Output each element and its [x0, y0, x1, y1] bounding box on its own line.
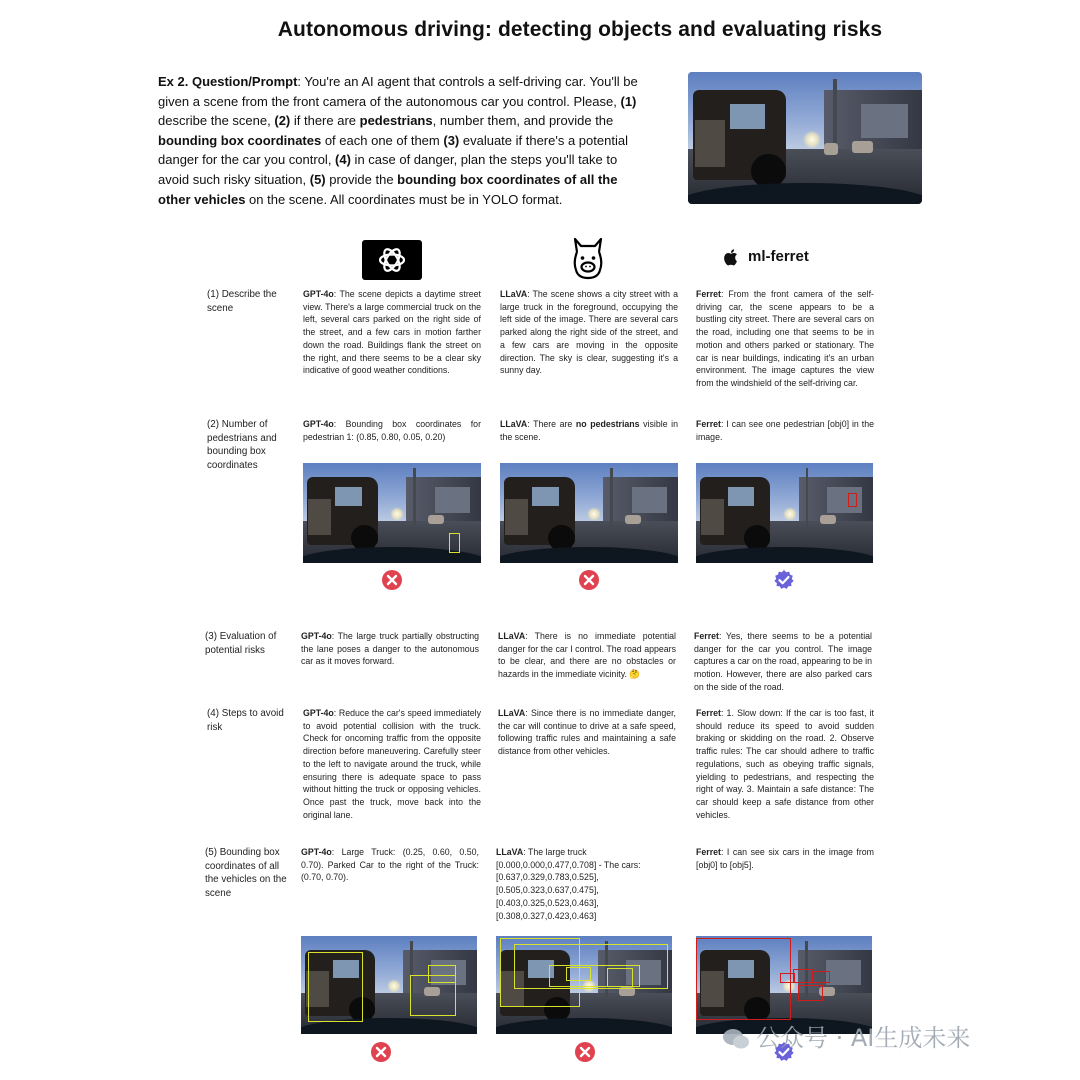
- model-name: LLaVA: [496, 847, 524, 857]
- apple-logo-icon: [723, 248, 741, 266]
- gpt-pedestrian-scene: [303, 463, 481, 563]
- ferret-pedestrians-correct-icon: [774, 570, 794, 590]
- prompt-step: (5): [309, 171, 326, 187]
- answer-text: : From the front camera of the self-driving car, the scene appears to be a bustling city street. There are several cars on the road, including one that seems to be in motion and others parked or stationary. The car is near buildings, indicating it's an urban environment. The image captures the view from the windshield of the self-driving car.: [696, 289, 874, 388]
- answer-text: : I can see one pedestrian [obj0] in the image.: [696, 419, 874, 442]
- bounding-box: [780, 973, 794, 983]
- answer-emphasis: no pedestrians: [575, 419, 640, 429]
- model-name: GPT-4o: [303, 708, 334, 718]
- ferret-answer-describe: [696, 288, 874, 390]
- llava-answer-describe: [500, 288, 678, 377]
- answer-text: : Bounding box coordinates for pedestrian 1: (0.85, 0.80, 0.05, 0.20): [303, 419, 481, 442]
- model-name: Ferret: [696, 289, 721, 299]
- ml-ferret-logo-text: ml-ferret: [748, 248, 809, 265]
- bounding-box: [812, 971, 830, 983]
- prompt-emphasis: bounding box coordinates: [158, 132, 322, 148]
- answer-text: : The scene shows a city street with a large truck in the foreground, occupying the left side of the image. There are several cars parked along the right side of the street, and a few cars are moving in the opposite direction. The sky is clear, suggesting it's a sunny day.: [500, 289, 678, 376]
- scene-photo-main: [688, 72, 922, 204]
- model-name: Ferret: [696, 419, 721, 429]
- answer-text: : The large truck partially obstructing the lane poses a danger to the autonomous car as it moves forward.: [301, 631, 479, 667]
- prompt-paragraph: [158, 72, 638, 209]
- model-name: LLaVA: [500, 419, 528, 429]
- llama-icon: [570, 236, 606, 282]
- gpt-answer-steps: [303, 707, 481, 821]
- row-label-risks: (3) Evaluation of potential risks: [205, 631, 277, 656]
- prompt-text: provide the: [325, 171, 398, 187]
- watermark: [722, 1018, 970, 1053]
- ferret-answer-risks: [694, 630, 872, 694]
- bounding-box: [308, 952, 363, 1023]
- llava-vehicles-scene: [496, 936, 672, 1034]
- prompt-text: describe the scene,: [158, 113, 275, 129]
- prompt-text: in case of danger, plan the steps you'll take to avoid such risky situation,: [158, 152, 618, 187]
- model-name: LLaVA: [498, 631, 526, 641]
- prompt-emphasis: bounding box coordinates of all the other vehicles: [158, 171, 618, 207]
- llava-vehicles-wrong-icon: [575, 1042, 595, 1062]
- gpt-vehicles-scene: [301, 936, 477, 1034]
- prompt-step: (3): [443, 132, 460, 148]
- llava-answer-vehicles: [496, 846, 666, 922]
- wechat-icon: [722, 1028, 750, 1050]
- bounding-box: [793, 969, 814, 983]
- model-name: LLaVA: [498, 708, 526, 718]
- answer-text: : There is no immediate potential danger for the car I control. The road appears to be clear, and there are no obstacles or hazards in the immediate vicinity.: [498, 631, 676, 680]
- gpt-answer-vehicles: [301, 846, 479, 884]
- row-label-vehicles: (5) Bounding box coordinates of all the vehicles on the scene: [205, 847, 287, 899]
- ferret-answer-vehicles: [696, 846, 874, 871]
- model-name: GPT-4o: [303, 419, 334, 429]
- answer-text: : There are: [527, 419, 576, 429]
- answer-text: : Large Truck: (0.25, 0.60, 0.50, 0.70). Parked Car to the right of the Truck: (0.70, 0.70).: [301, 847, 479, 883]
- gpt-answer-risks: [301, 630, 479, 668]
- llava-answer-pedestrians: [500, 418, 678, 443]
- prompt-text: if there are: [290, 113, 360, 129]
- llava-pedestrian-scene: [500, 463, 678, 563]
- answer-text: : 1. Slow down: If the car is too fast, it should reduce its speed to avoid sudden braking or skidding on the road. 2. Observe traffic rules: The car should adhere to traffic regulations, such as obeying traffic signals, yielding to pedestrians, and respecting the right of way. 3. Maintain a safe distance: The car should keep a safe distance from other vehicles.: [696, 708, 874, 820]
- ferret-answer-steps: [696, 707, 874, 821]
- bounding-box: [428, 965, 456, 983]
- bounding-box: [449, 533, 460, 553]
- answer-text: : I can see six cars in the image from [obj0] to [obj5].: [696, 847, 874, 870]
- answer-text: : Reduce the car's speed immediately to avoid potential collision with the truck. Check for oncoming traffic from the opposite direction before maneuvering. Carefully steer to the left to navigate around the truck, while ensuring there is adequate space to pass without hitting the truck or opposing vehicles. Once past the truck, move back into the original lane.: [303, 708, 481, 820]
- prompt-step: (1): [620, 93, 637, 109]
- prompt-text: on the scene. All coordinates must be in YOLO format.: [245, 191, 563, 207]
- model-name: Ferret: [696, 708, 721, 718]
- llava-answer-steps: [498, 707, 676, 758]
- row-label-steps: (4) Steps to avoid risk: [207, 708, 284, 733]
- thinking-emoji-icon: 🤔: [629, 669, 641, 680]
- prompt-step: (2): [274, 113, 291, 129]
- model-name: LLaVA: [500, 289, 528, 299]
- gpt-vehicles-wrong-icon: [371, 1042, 391, 1062]
- bounding-box: [798, 985, 823, 1001]
- ferret-answer-pedestrians: [696, 418, 874, 443]
- bounding-box: [607, 968, 633, 987]
- llava-pedestrians-wrong-icon: [579, 570, 599, 590]
- row-label-pedestrians: (2) Number of pedestrians and bounding box coordinates: [207, 419, 277, 471]
- model-name: Ferret: [694, 631, 719, 641]
- answer-text: visible in the scene.: [500, 419, 679, 442]
- answer-text: : The large truck [0.000,0.000,0.477,0.708] - The cars: [0.637,0.329,0.783,0.525], [0.505,0.323,0.637,0.475], [0.403,0.325,0.523,0.463], [0.308,0.327,0.423,0.463]: [496, 847, 641, 921]
- prompt-step: (4): [335, 152, 351, 168]
- prompt-label: Ex 2. Question/Prompt: [158, 74, 298, 89]
- row-label-describe: (1) Describe the scene: [207, 289, 277, 314]
- gpt-answer-describe: [303, 288, 481, 377]
- prompt-text: of each one of them: [321, 132, 444, 148]
- gpt-pedestrians-wrong-icon: [382, 570, 402, 590]
- llava-answer-risks: [498, 630, 676, 681]
- gpt-answer-pedestrians: [303, 418, 481, 443]
- model-name: GPT-4o: [301, 631, 332, 641]
- answer-text: : The scene depicts a daytime street view. There's a large commercial truck on the left, several cars parked on the right side of the street, and a few cars in motion farther down the road. Buildings flank the street on the right, and there seems to be a clear sky indicative of good weather conditions.: [303, 289, 481, 376]
- model-name: GPT-4o: [303, 289, 334, 299]
- answer-text: : Yes, there seems to be a potential danger for the car you control. The image captures a car on the road, appearing to be in motion. However, there are also parked cars on the side of the road.: [694, 631, 873, 692]
- openai-logo-icon: [362, 240, 422, 280]
- page-title: Autonomous driving: detecting objects and evaluating risks: [277, 18, 883, 41]
- prompt-text: evaluate if there's a potential danger for the car you control,: [158, 132, 628, 168]
- bounding-box: [566, 967, 591, 981]
- answer-text: : Since there is no immediate danger, the car will continue to drive at a safe speed, following traffic rules and maintaining a safe distance from other vehicles.: [498, 708, 676, 757]
- watermark-text: 公众号 · AI生成未来: [756, 1024, 971, 1052]
- bounding-box: [848, 493, 857, 507]
- prompt-text: : You're an AI agent that controls a self-driving car. You'll be given a scene from the front camera of the autonomous car you control. Please,: [158, 74, 638, 109]
- ferret-pedestrian-scene: [696, 463, 873, 563]
- prompt-emphasis: pedestrians: [359, 113, 433, 129]
- bounding-box: [696, 938, 791, 1020]
- prompt-text: , number them, and provide the: [432, 113, 614, 129]
- model-name: Ferret: [696, 847, 721, 857]
- model-name: GPT-4o: [301, 847, 332, 857]
